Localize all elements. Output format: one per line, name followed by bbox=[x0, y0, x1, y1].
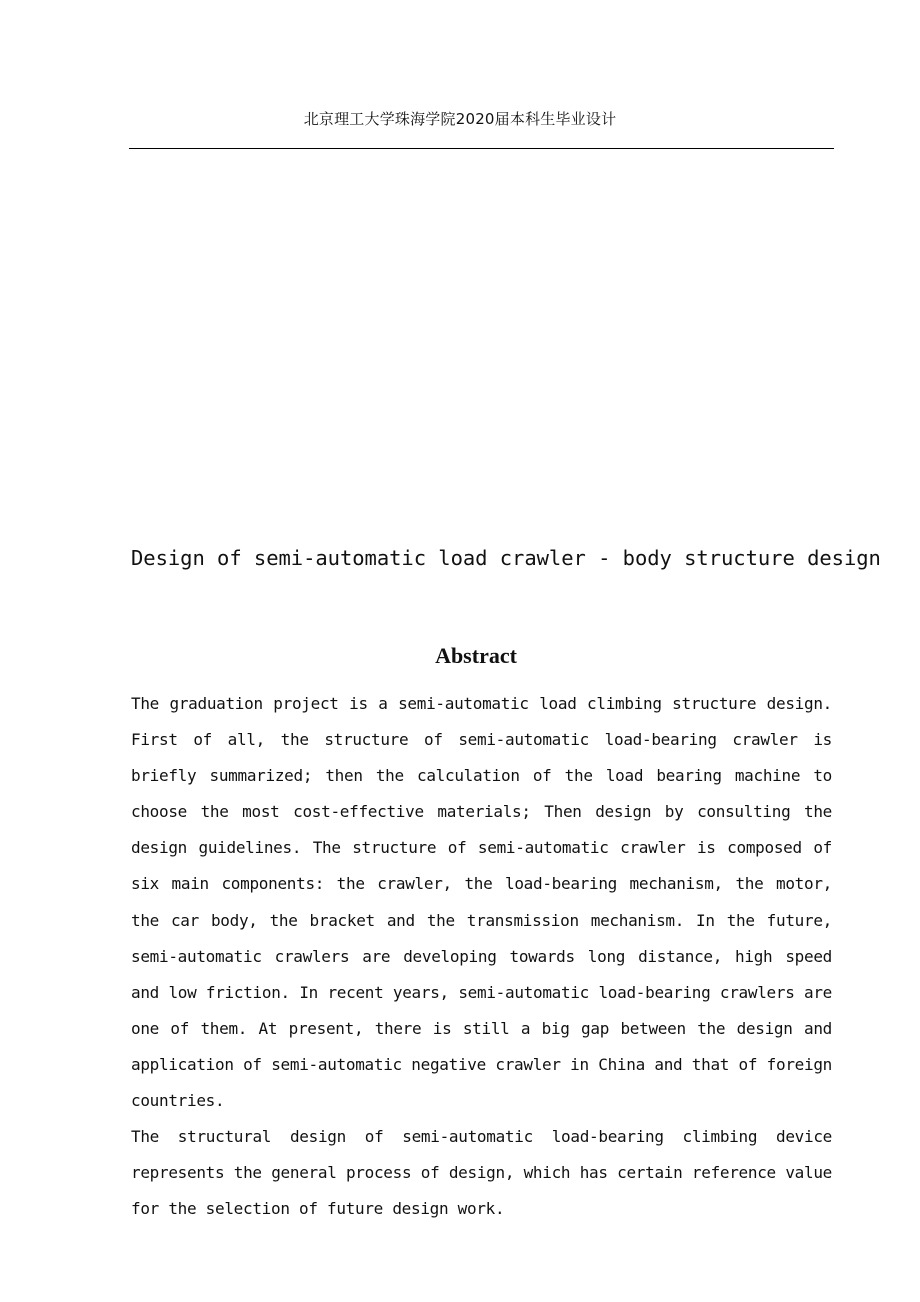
header-divider bbox=[129, 148, 834, 149]
running-header: 北京理工大学珠海学院2020届本科生毕业设计 bbox=[303, 110, 617, 128]
document-title: Design of semi-automatic load crawler - body structure design bbox=[131, 546, 881, 570]
abstract-body bbox=[131, 686, 832, 1227]
abstract-paragraph-2: The structural design of semi-automatic load-bearing climbing device represents the general process of design, which has certain reference value for the selection of future design work. bbox=[131, 1127, 832, 1219]
abstract-paragraph-1: The graduation project is a semi-automatic load climbing structure design. First of all, the structure of semi-automatic load-bearing crawler is briefly summarized; then the calculation of the load bearing machine to choose the most cost-effective materials; Then design by consulting the design guidelines. The structure of semi-automatic crawler is composed of six main components: the crawler, the load-bearing mechanism, the motor, the car body, the bracket and the transmission mechanism. In the future, semi-automatic crawlers are developing towards long distance, high speed and low friction. In recent years, semi-automatic load-bearing crawlers are one of them. At present, there is still a big gap between the design and application of semi-automatic negative crawler in China and that of foreign countries. bbox=[131, 694, 832, 1111]
abstract-heading: Abstract bbox=[435, 643, 517, 668]
